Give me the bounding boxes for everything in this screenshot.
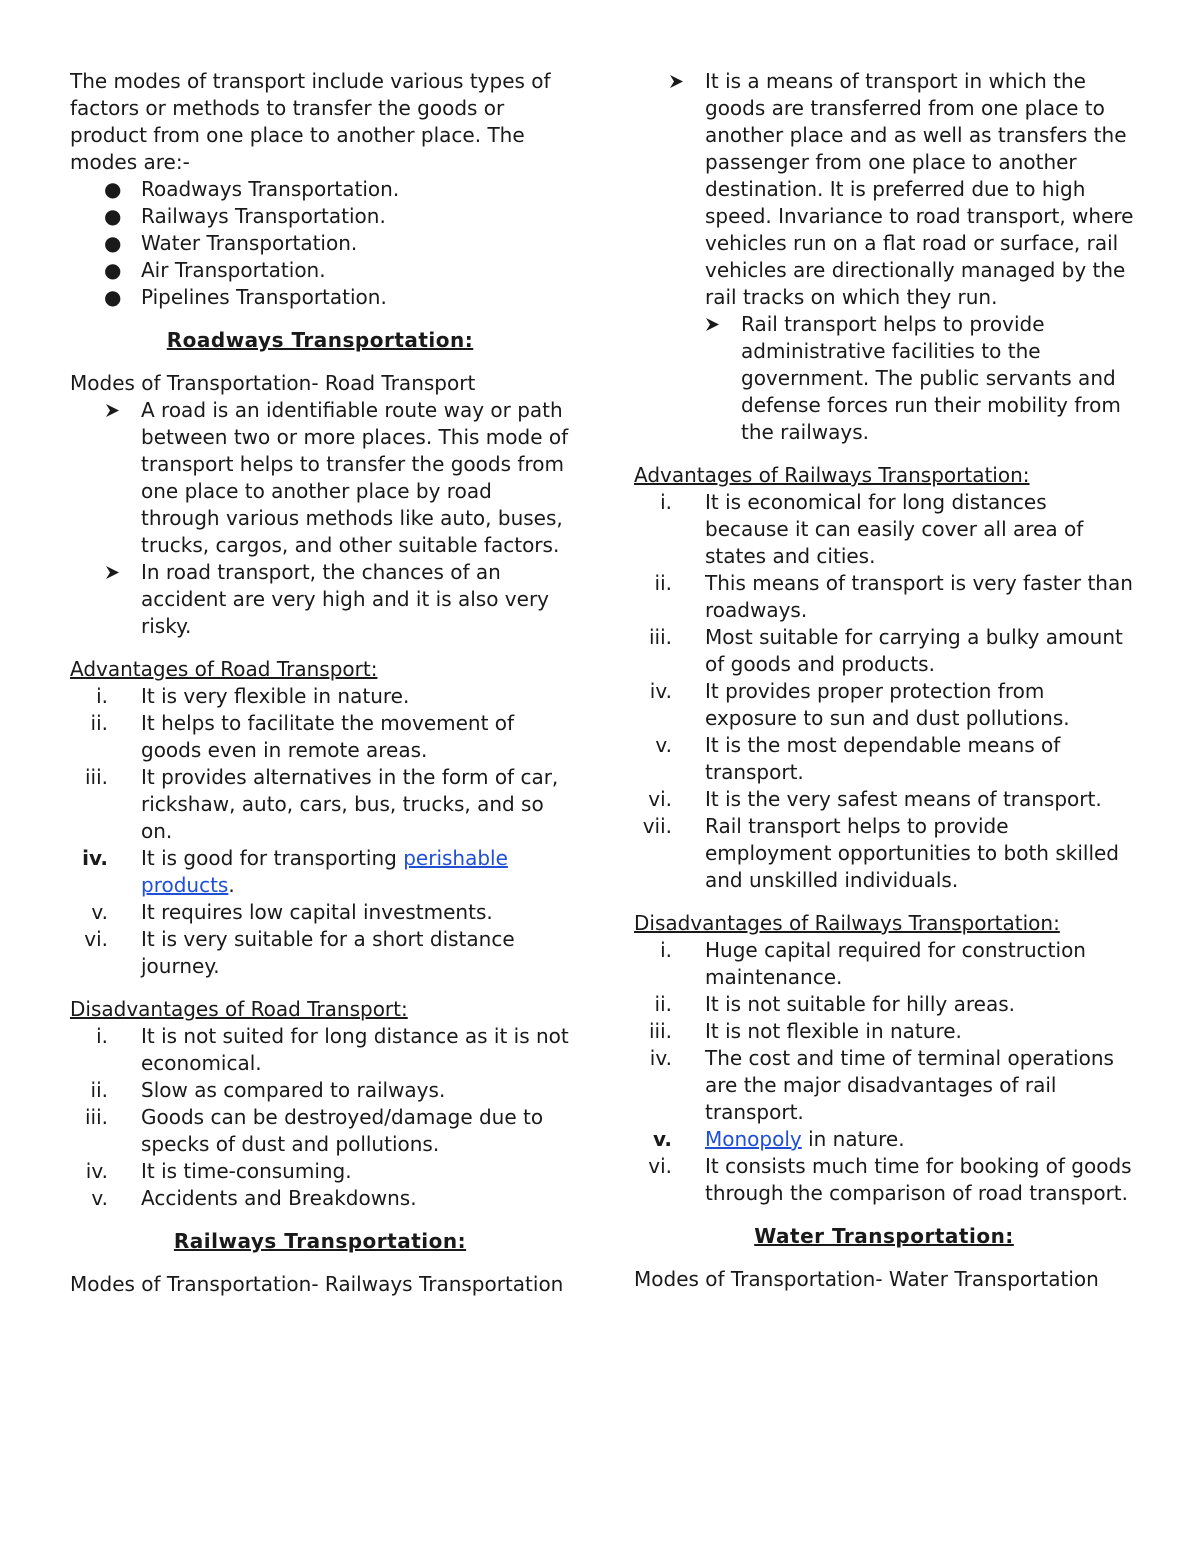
list-item: iii. Goods can be destroyed/damage due to specks of dust and pollutions. bbox=[84, 1105, 544, 1156]
left-column bbox=[70, 68, 570, 1298]
road-advantages-list bbox=[70, 683, 570, 980]
list-item: iii. It provides alternatives in the form of car, rickshaw, auto, cars, bus, trucks, and so on. bbox=[84, 765, 559, 843]
list-item: v. Monopoly in nature. bbox=[652, 1127, 905, 1151]
rail-disadvantages-list bbox=[634, 937, 1134, 1207]
monopoly-link[interactable]: Monopoly bbox=[705, 1127, 802, 1151]
arrowhead-bullet-icon bbox=[105, 397, 120, 424]
list-item: It is a means of transport in which the goods are transferred from one place to another place and as well as transfers the passenger from one place to another destination. It is preferred due to high speed. Invariance to road transport, where vehicles run on a flat road or surface, rail vehicles are directionally managed by the rail tracks on which they run. Rail transport helps to provide administrative facilities to the government. The public servants and defense forces run their mobility from the railways. bbox=[634, 68, 1134, 446]
list-item: In road transport, the chances of an accident are very high and it is also very risky. bbox=[70, 559, 570, 640]
modes-list bbox=[70, 176, 570, 311]
rail-advantages-title: Advantages of Railways Transportation: bbox=[634, 463, 1030, 487]
list-item: i. Huge capital required for construction maintenance. bbox=[660, 938, 1086, 989]
roadways-subtitle: Modes of Transportation- Road Transport bbox=[70, 371, 476, 395]
list-item: ● Railways Transportation. bbox=[104, 204, 386, 228]
list-item: i. It is economical for long distances because it can easily cover all area of states and cities. bbox=[660, 490, 1084, 568]
bullet-dot-icon: ● bbox=[104, 231, 122, 255]
railways-subpoints bbox=[705, 311, 1134, 446]
rail-advantages-list bbox=[634, 489, 1134, 894]
intro-paragraph: The modes of transport include various types of factors or methods to transfer the goods or product from one place to another place. The modes are:- bbox=[70, 69, 551, 174]
arrowhead-bullet-icon bbox=[105, 559, 120, 586]
bullet-dot-icon: ● bbox=[104, 177, 122, 201]
list-item: ● Pipelines Transportation. bbox=[104, 285, 387, 309]
road-disadvantages-title: Disadvantages of Road Transport: bbox=[70, 997, 408, 1021]
bullet-dot-icon: ● bbox=[104, 258, 122, 282]
arrowhead-bullet-icon bbox=[669, 68, 684, 95]
list-item: ● Air Transportation. bbox=[104, 258, 326, 282]
list-item: v. It is the most dependable means of transport. bbox=[655, 733, 1061, 784]
railways-heading: Railways Transportation: bbox=[173, 1229, 467, 1253]
list-item: ii. Slow as compared to railways. bbox=[90, 1078, 446, 1102]
water-subtitle: Modes of Transportation- Water Transportation bbox=[634, 1267, 1099, 1291]
list-item: i. It is very flexible in nature. bbox=[96, 684, 410, 708]
list-item: vi. It consists much time for booking of goods through the comparison of road transport. bbox=[648, 1154, 1132, 1205]
list-item: iv. It provides proper protection from exposure to sun and dust pollutions. bbox=[649, 679, 1070, 730]
list-item: vi. It is the very safest means of transport. bbox=[648, 787, 1102, 811]
list-item: iv. It is time-consuming. bbox=[85, 1159, 352, 1183]
list-item: iii. Most suitable for carrying a bulky amount of goods and products. bbox=[648, 625, 1123, 676]
list-item: Rail transport helps to provide administrative facilities to the government. The public servants and defense forces run their mobility from the railways. bbox=[705, 311, 1134, 446]
list-item: ● Roadways Transportation. bbox=[104, 177, 400, 201]
bullet-dot-icon: ● bbox=[104, 285, 122, 309]
list-item: ● Water Transportation. bbox=[104, 231, 358, 255]
list-item: v. It requires low capital investments. bbox=[91, 900, 493, 924]
road-advantages-title: Advantages of Road Transport: bbox=[70, 657, 378, 681]
list-item: ii. This means of transport is very faster than roadways. bbox=[654, 571, 1133, 622]
list-item: A road is an identifiable route way or path between two or more places. This mode of transport helps to transfer the goods from one place to another place by road through various methods like auto, buses, trucks, cargos, and other suitable factors. bbox=[70, 397, 570, 559]
list-item: iv. It is good for transporting perishable products. bbox=[82, 846, 508, 897]
road-disadvantages-list bbox=[70, 1023, 570, 1212]
list-item: v. Accidents and Breakdowns. bbox=[91, 1186, 417, 1210]
roadways-points bbox=[70, 397, 570, 640]
roadways-heading: Roadways Transportation: bbox=[166, 328, 474, 352]
railways-points bbox=[634, 68, 1134, 446]
list-item: vi. It is very suitable for a short distance journey. bbox=[84, 927, 515, 978]
perishable-products-link[interactable]: perishable products bbox=[141, 846, 508, 897]
list-item: vii. Rail transport helps to provide employment opportunities to both skilled and unskilled individuals. bbox=[642, 814, 1120, 892]
list-item: ii. It helps to facilitate the movement of goods even in remote areas. bbox=[90, 711, 515, 762]
railways-subtitle: Modes of Transportation- Railways Transportation bbox=[70, 1272, 564, 1296]
list-item: i. It is not suited for long distance as it is not economical. bbox=[96, 1024, 569, 1075]
list-item: iii. It is not flexible in nature. bbox=[648, 1019, 962, 1043]
right-column bbox=[634, 68, 1134, 1293]
water-heading: Water Transportation: bbox=[754, 1224, 1014, 1248]
rail-disadvantages-title: Disadvantages of Railways Transportation: bbox=[634, 911, 1060, 935]
bullet-dot-icon: ● bbox=[104, 204, 122, 228]
arrowhead-bullet-icon bbox=[705, 311, 720, 338]
list-item: ii. It is not suitable for hilly areas. bbox=[654, 992, 1015, 1016]
list-item: iv. The cost and time of terminal operations are the major disadvantages of rail transport. bbox=[649, 1046, 1114, 1124]
